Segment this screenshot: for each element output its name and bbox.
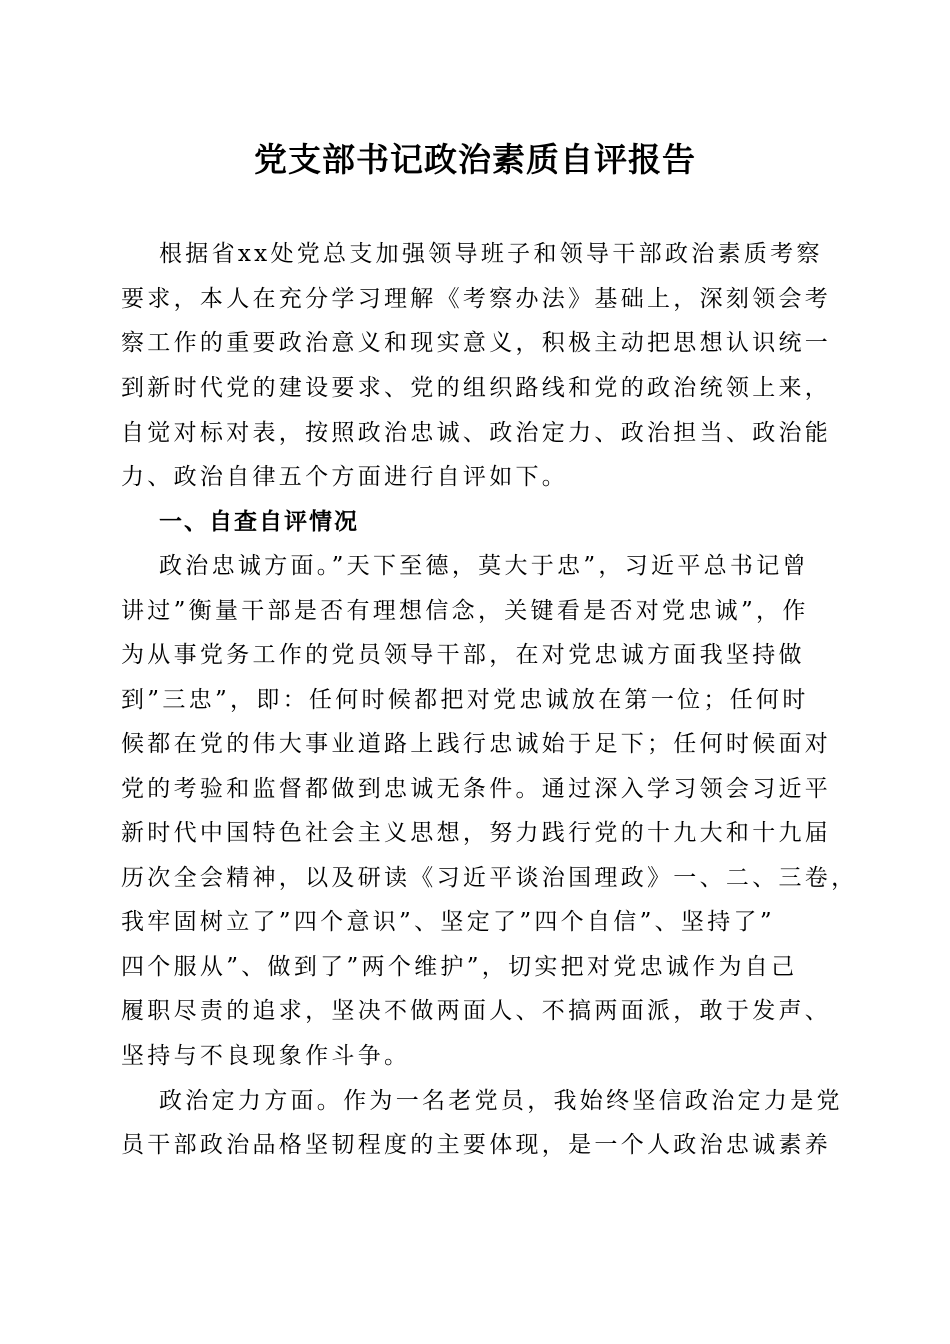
- paragraph-line: 到新时代党的建设要求、党的组织路线和党的政治统领上来，: [121, 375, 832, 401]
- paragraph-line: 新时代中国特色社会主义思想，努力践行党的十九大和十九届: [121, 820, 832, 846]
- paragraph-line: 根据省xx处党总支加强领导班子和领导干部政治素质考察: [159, 241, 823, 267]
- paragraph-line: 历次全会精神，以及研读《习近平谈治国理政》一、二、三卷，: [121, 865, 858, 891]
- paragraph-line: 讲过”衡量干部是否有理想信念，关键看是否对党忠诚”，作: [121, 598, 809, 624]
- paragraph-line: 政治定力方面。作为一名老党员，我始终坚信政治定力是党: [159, 1088, 843, 1114]
- paragraph-line: 政治忠诚方面。”天下至德，莫大于忠”，习近平总书记曾: [159, 553, 809, 579]
- paragraph-line: 察工作的重要政治意义和现实意义，积极主动把思想认识统一: [121, 330, 832, 356]
- document-title: 党支部书记政治素质自评报告: [254, 140, 696, 179]
- paragraph-line: 为从事党务工作的党员领导干部，在对党忠诚方面我坚持做: [121, 642, 805, 668]
- paragraph-line: 自觉对标对表，按照政治忠诚、政治定力、政治担当、政治能: [121, 420, 832, 446]
- paragraph-line: 我牢固树立了”四个意识”、坚定了”四个自信”、坚持了”: [121, 909, 775, 935]
- paragraph-line: 候都在党的伟大事业道路上践行忠诚始于足下；任何时候面对: [121, 731, 832, 757]
- paragraph-line: 党的考验和监督都做到忠诚无条件。通过深入学习领会习近平: [121, 776, 832, 802]
- paragraph-line: 员干部政治品格坚韧程度的主要体现，是一个人政治忠诚素养: [121, 1132, 832, 1158]
- paragraph-line: 到”三忠”，即：任何时候都把对党忠诚放在第一位；任何时: [121, 687, 809, 713]
- section-heading: 一、自查自评情况: [159, 509, 359, 535]
- paragraph-line: 履职尽责的追求，坚决不做两面人、不搞两面派，敢于发声、: [121, 998, 832, 1024]
- paragraph-line: 四个服从”、做到了”两个维护”，切实把对党忠诚作为自己: [121, 954, 798, 980]
- paragraph-line: 坚持与不良现象作斗争。: [121, 1043, 411, 1069]
- paragraph-line: 力、政治自律五个方面进行自评如下。: [121, 464, 569, 490]
- paragraph-line: 要求，本人在充分学习理解《考察办法》基础上，深刻领会考: [121, 286, 832, 312]
